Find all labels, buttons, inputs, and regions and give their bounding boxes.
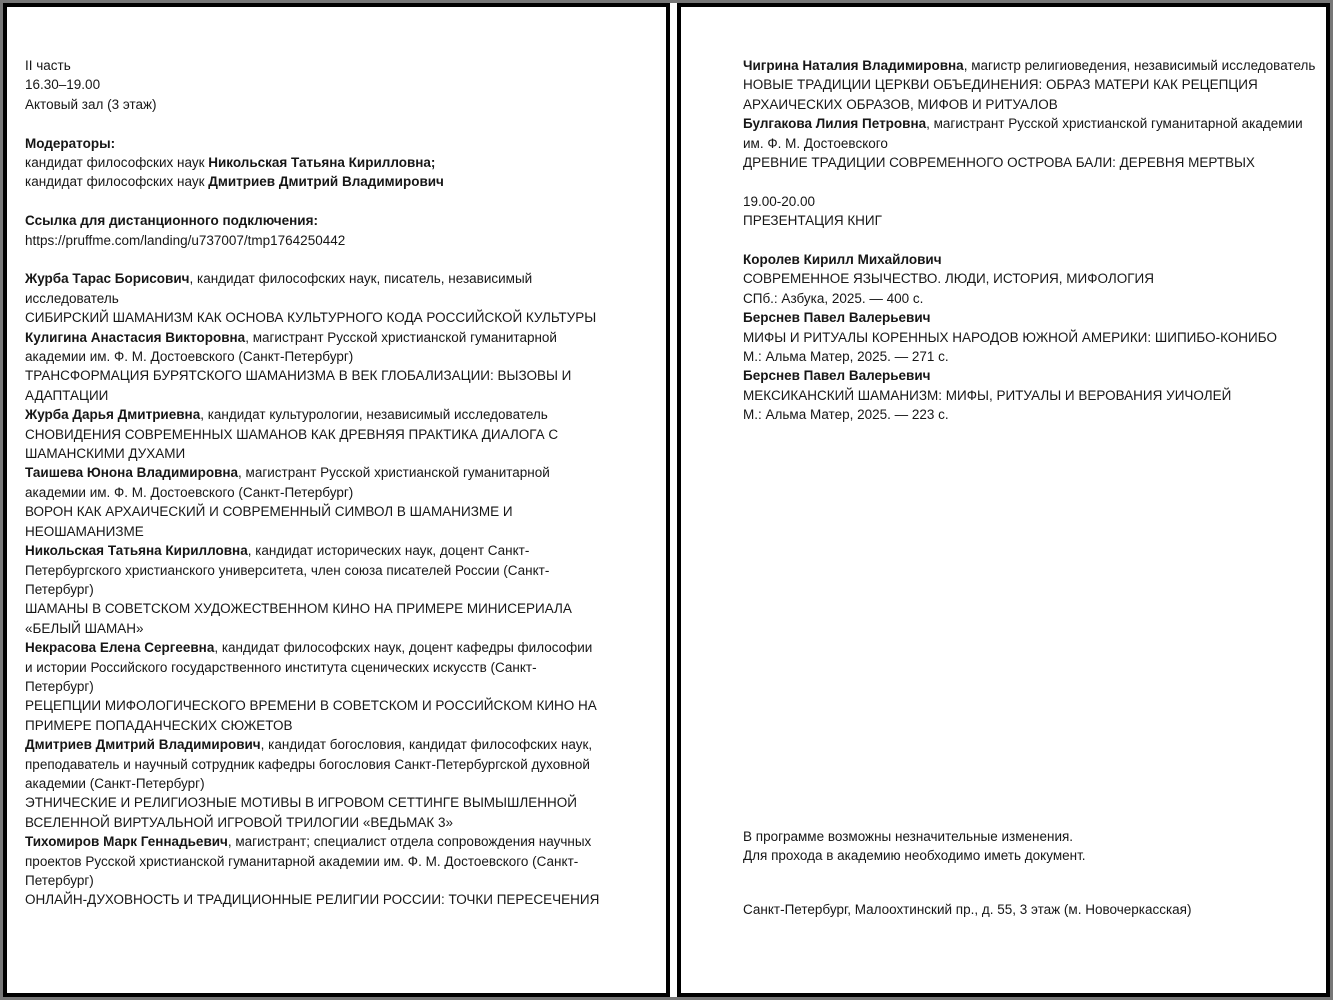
talk-item <box>25 638 600 735</box>
book-imprint: М.: Альма Матер, 2025. — 271 с. <box>743 349 949 365</box>
session-venue: Актовый зал (3 этаж) <box>25 96 157 112</box>
talk-item <box>25 541 600 638</box>
speaker-name: Журба Дарья Дмитриевна <box>25 407 201 423</box>
presentation-heading: ПРЕЗЕНТАЦИЯ КНИГ <box>743 213 882 229</box>
session-part: II часть <box>25 58 71 73</box>
talk-title: ЭТНИЧЕСКИЕ И РЕЛИГИОЗНЫЕ МОТИВЫ В ИГРОВОМ СЕТТИНГЕ ВЫМЫШЛЕННОЙ ВСЕЛЕННОЙ ВИРТУАЛЬНОЙ ИГРОВОЙ ТРИЛОГИИ «ВЕДЬМАК 3» <box>25 795 577 830</box>
moderators-heading: Модераторы: <box>25 135 116 151</box>
speaker-affiliation: , кандидат культурологии, независимый исследователь <box>200 407 548 423</box>
talk-title: ДРЕВНИЕ ТРАДИЦИИ СОВРЕМЕННОГО ОСТРОВА БАЛИ: ДЕРЕВНЯ МЕРТВЫХ <box>743 155 1255 171</box>
speaker-name: Кулигина Анастасия Викторовна <box>25 329 246 345</box>
talk-item <box>25 405 600 463</box>
moderator-item <box>25 172 600 191</box>
talk-item <box>25 735 600 832</box>
speaker-name: Журба Тарас Борисович <box>25 271 190 287</box>
speaker-name: Булгакова Лилия Петровна <box>743 116 927 132</box>
left-page <box>3 3 670 997</box>
program-notes <box>743 827 1323 866</box>
speaker-name: Тихомиров Марк Геннадьевич <box>25 834 228 850</box>
speaker-affiliation: , магистрант Русской христианской гуманитарной академии им. Ф. М. Достоевского <box>743 116 1303 151</box>
book-imprint: М.: Альма Матер, 2025. — 223 с. <box>743 407 949 423</box>
moderator-degree: кандидат философских наук <box>25 155 209 171</box>
book-imprint: СПб.: Азбука, 2025. — 400 с. <box>743 290 924 306</box>
moderator-degree: кандидат философских наук <box>25 174 209 190</box>
speaker-name: Некрасова Елена Сергеевна <box>25 640 215 656</box>
book-item <box>743 366 1323 424</box>
book-item <box>743 250 1323 308</box>
talk-item <box>743 114 1323 172</box>
book-author: Королев Кирилл Михайлович <box>743 252 942 268</box>
speaker-name: Дмитриев Дмитрий Владимирович <box>25 737 261 753</box>
talk-item <box>743 56 1323 114</box>
speaker-affiliation: , кандидат исторических наук, доцент Санкт-Петербургского христианского университета, член союза писателей России (Санкт-Петербург) <box>25 543 550 597</box>
book-author: Берснев Павел Валерьевич <box>743 310 931 326</box>
talk-item <box>25 463 600 541</box>
speaker-affiliation: , кандидат философских наук, писатель, независимый исследователь <box>25 271 533 306</box>
talk-title: СИБИРСКИЙ ШАМАНИЗМ КАК ОСНОВА КУЛЬТУРНОГО КОДА РОССИЙСКОЙ КУЛЬТУРЫ <box>25 310 597 326</box>
speaker-affiliation: , магистрант Русской христианской гуманитарной академии им. Ф. М. Достоевского (Санкт-Петербург) <box>25 465 550 500</box>
remote-link-url[interactable]: https://pruffme.com/landing/u737007/tmp1764250442 <box>25 232 346 248</box>
speaker-affiliation: , магистрант Русской христианской гуманитарной академии им. Ф. М. Достоевского (Санкт-Петербург) <box>25 329 557 365</box>
speaker-name: Никольская Татьяна Кирилловна <box>25 543 248 559</box>
program-note: В программе возможны незначительные изменения. <box>743 829 1074 844</box>
moderator-name: Дмитриев Дмитрий Владимирович <box>208 174 444 190</box>
speaker-name: Таишева Юнона Владимировна <box>25 465 239 481</box>
book-title: МИФЫ И РИТУАЛЫ КОРЕННЫХ НАРОДОВ ЮЖНОЙ АМЕРИКИ: ШИПИБО-КОНИБО <box>743 329 1277 345</box>
talk-title: ВОРОН КАК АРХАИЧЕСКИЙ И СОВРЕМЕННЫЙ СИМВОЛ В ШАМАНИЗМЕ И НЕОШАМАНИЗМЕ <box>25 504 513 539</box>
speaker-affiliation: , магистр религиоведения, независимый исследователь <box>963 58 1316 73</box>
presentation-time: 19.00-20.00 <box>743 193 816 209</box>
talk-item <box>25 328 600 406</box>
talk-title: ШАМАНЫ В СОВЕТСКОМ ХУДОЖЕСТВЕННОМ КИНО НА ПРИМЕРЕ МИНИСЕРИАЛА «БЕЛЫЙ ШАМАН» <box>25 601 572 636</box>
speaker-name: Чигрина Наталия Владимировна <box>743 58 964 73</box>
venue-address: Санкт-Петербург, Малоохтинский пр., д. 55, 3 этаж (м. Новочеркасская) <box>743 902 1192 917</box>
speaker-affiliation: , кандидат богословия, кандидат философских наук, преподаватель и научный сотрудник кафедры богословия Санкт-Петербургской духовной академии (Санкт-Петербург) <box>25 737 593 791</box>
right-page <box>677 3 1330 997</box>
book-title: МЕКСИКАНСКИЙ ШАМАНИЗМ: МИФЫ, РИТУАЛЫ И ВЕРОВАНИЯ УИЧОЛЕЙ <box>743 387 1232 403</box>
book-title: СОВРЕМЕННОЕ ЯЗЫЧЕСТВО. ЛЮДИ, ИСТОРИЯ, МИФОЛОГИЯ <box>743 271 1154 287</box>
talk-title: РЕЦЕПЦИИ МИФОЛОГИЧЕСКОГО ВРЕМЕНИ В СОВЕТСКОМ И РОССИЙСКОМ КИНО НА ПРИМЕРЕ ПОПАДАНЧЕСКИХ СЮЖЕТОВ <box>25 698 597 733</box>
talk-title: СНОВИДЕНИЯ СОВРЕМЕННЫХ ШАМАНОВ КАК ДРЕВНЯЯ ПРАКТИКА ДИАЛОГА С ШАМАНСКИМИ ДУХАМИ <box>25 426 559 462</box>
session-time: 16.30–19.00 <box>25 77 101 93</box>
speaker-affiliation: , магистрант; специалист отдела сопровождения научных проектов Русской христианской гуманитарной академии им. Ф. М. Достоевского (Санкт-Петербург) <box>25 834 592 889</box>
talk-title: ОНЛАЙН-ДУХОВНОСТЬ И ТРАДИЦИОННЫЕ РЕЛИГИИ РОССИИ: ТОЧКИ ПЕРЕСЕЧЕНИЯ <box>25 892 600 908</box>
talk-item <box>25 832 600 910</box>
program-note: Для прохода в академию необходимо иметь документ. <box>743 848 1086 864</box>
talk-title: ТРАНСФОРМАЦИЯ БУРЯТСКОГО ШАМАНИЗМА В ВЕК ГЛОБАЛИЗАЦИИ: ВЫЗОВЫ И АДАПТАЦИИ <box>25 368 572 403</box>
moderator-item <box>25 153 600 172</box>
speaker-affiliation: , кандидат философских наук, доцент кафедры философии и истории Российского государственного института сценических искусств (Санкт-Петербург) <box>25 640 593 694</box>
talk-title: НОВЫЕ ТРАДИЦИИ ЦЕРКВИ ОБЪЕДИНЕНИЯ: ОБРАЗ МАТЕРИ КАК РЕЦЕПЦИЯ АРХАИЧЕСКИХ ОБРАЗОВ, МИФОВ И РИТУАЛОВ <box>743 77 1258 112</box>
book-author: Берснев Павел Валерьевич <box>743 368 931 384</box>
talk-item <box>25 269 600 327</box>
remote-link-heading: Ссылка для дистанционного подключения: <box>25 213 318 229</box>
moderator-name: Никольская Татьяна Кирилловна; <box>208 155 436 171</box>
book-item <box>743 308 1323 366</box>
